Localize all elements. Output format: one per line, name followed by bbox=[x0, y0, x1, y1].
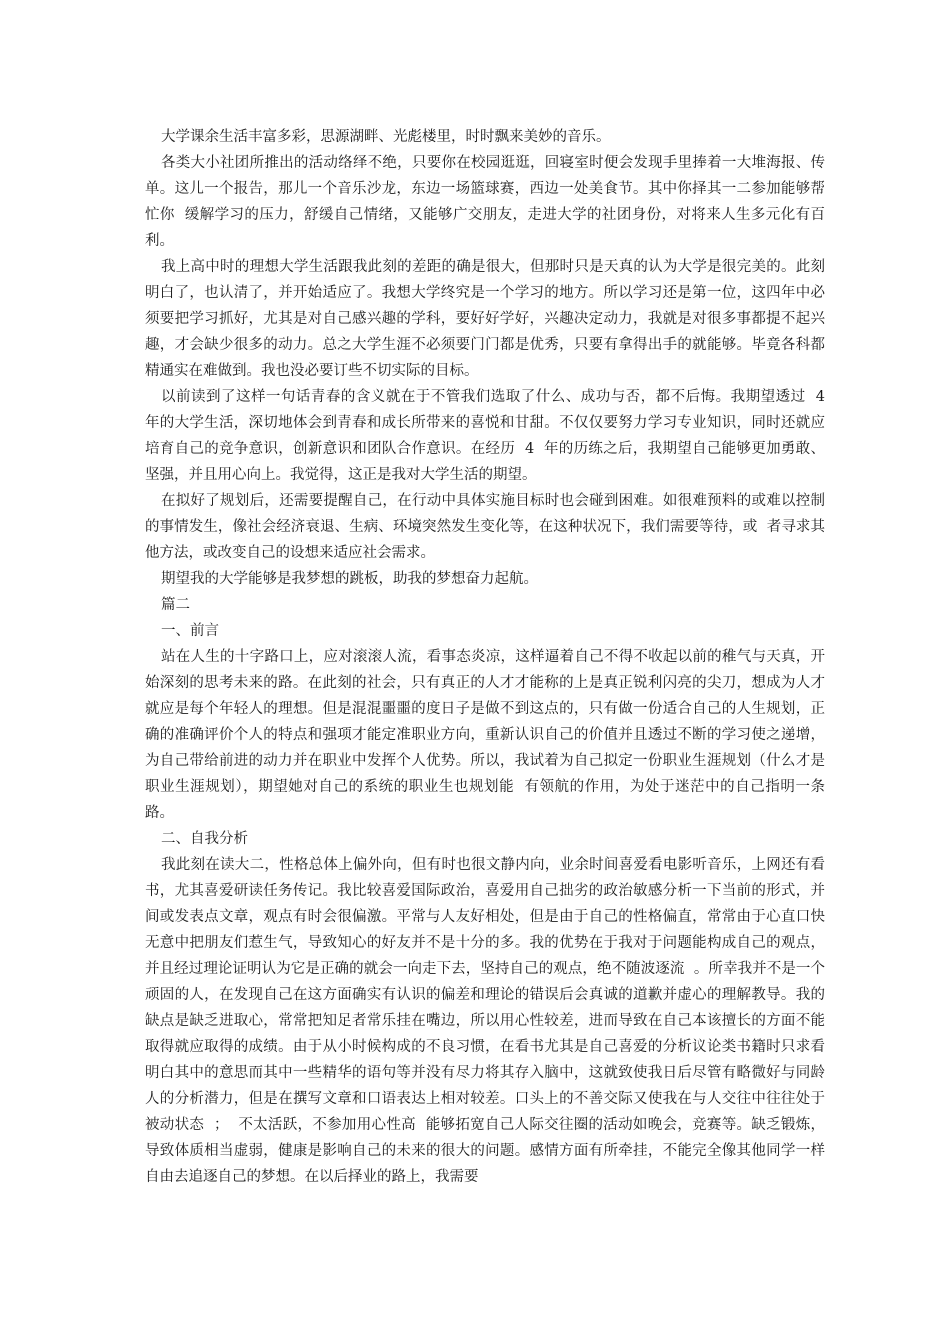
section-heading-self-analysis: 二、自我分析 bbox=[161, 831, 248, 847]
section-heading-preface: 一、前言 bbox=[161, 623, 219, 639]
paragraph-1: 大学课余生活丰富多彩，思源湖畔、光彪楼里，时时飘来美妙的音乐。 bbox=[161, 129, 611, 145]
paragraph-5: 在拟好了规划后，还需要提醒自己，在行动中具体实施目标时也会碰到困难。如很难预料的或难以控制的事情发生，像社会经济衰退、生病、环境突然发生变化等，在这种状况下，我们需要等待，或 者寻求其他方法，或改变自己的设想来适应社会需求。 bbox=[145, 493, 825, 561]
paragraph-self-analysis: 我此刻在读大二，性格总体上偏外向，但有时也很文静内向，业余时间喜爱看电影听音乐，上网还有看书，尤其喜爱研读任务传记。我比较喜爱国际政治，喜爱用自己拙劣的政治敏感分析一下当前的形式，并间或发表点文章，观点有时会很偏激。平常与人友好相处，但是由于自己的性格偏直，常常由于心直口快无意中把朋友们惹生气，导致知心的好友并不是十分的多。我的优势在于我对于问题能构成自己的观点，并且经过理论证明认为它是正确的就会一向走下去，坚持自己的观点，绝不随波逐流 。所幸我并不是一个顽固的人，在发现自己在这方面确实有认识的偏差和理论的错误后会真诚的道歉并虚心的理解教导。我的缺点是缺乏进取心，常常把知足者常乐挂在嘴边，所以用心性较差，进而导致在自己本该擅长的方面不能取得就应取得的成绩。由于从小时候构成的不良习惯，在看书尤其是自己喜爱的分析议论类书籍时只求看明白其中的意思而其中一些精华的语句等并没有尽力将其存入脑中，这就致使我日后尽管有略微好与同龄人的分析潜力，但是在撰写文章和口语表达上相对较差。口头上的不善交际又使我在与人交往中往往处于被动状态 ； 不太活跃，不参加用心性高 能够拓宽自己人际交往圈的活动如晚会，竞赛等。缺乏锻炼，导致体质相当虚弱，健康是影响自己的未来的很大的问题。感情方面有所牵挂，不能完全像其他同学一样自由去追逐自己的梦想。在以后择业的路上，我需要 bbox=[145, 857, 825, 1185]
paragraph-3: 我上高中时的理想大学生活跟我此刻的差距的确是很大，但那时只是天真的认为大学是很完美的。此刻明白了，也认清了，并开始适应了。我想大学终究是一个学习的地方。所以学习还是第一位，这四年中必须要把学习抓好，尤其是对自己感兴趣的学科，要好好学好，兴趣决定动力，我就是对很多事都提不起兴趣，才会缺少很多的动力。总之大学生涯不必须要门门都是优秀，只要有拿得出手的就能够。毕竟各科都精通实在难做到。我也没必要订些不切实际的目标。 bbox=[145, 259, 825, 379]
paragraph-4: 以前读到了这样一句话青春的含义就在于不管我们选取了什么、成功与否，都不后悔。我期望透过 4 年的大学生活，深切地体会到青春和成长所带来的喜悦和甘甜。不仅仅要努力学习专业知识，同时还就应培育自己的竞争意识，创新意识和团队合作意识。在经历 4 年的历练之后，我期望自己能够更加勇敢、坚强，并且用心向上。我觉得，这正是我对大学生活的期望。 bbox=[145, 389, 835, 483]
document-body bbox=[145, 124, 835, 1190]
paragraph-6: 期望我的大学能够是我梦想的跳板，助我的梦想奋力起航。 bbox=[161, 571, 538, 587]
paragraph-2: 各类大小社团所推出的活动络绎不绝，只要你在校园逛逛，回寝室时便会发现手里捧着一大堆海报、传单。这儿一个报告，那儿一个音乐沙龙，东边一场篮球赛，西边一处美食节。其中你择其一二参加能够帮忙你 缓解学习的压力，舒缓自己情绪，又能够广交朋友，走进大学的社团身份，对将来人生多元化有百利。 bbox=[145, 155, 825, 249]
section-title-part-two: 篇二 bbox=[161, 597, 190, 613]
paragraph-preface: 站在人生的十字路口上，应对滚滚人流，看事态炎凉，这样逼着自己不得不收起以前的稚气与天真，开始深刻的思考未来的路。在此刻的社会，只有真正的人才才能称的上是真正锐利闪亮的尖刀，想成为人才就应是每个年轻人的理想。但是混混噩噩的度日子是做不到这点的，只有做一份适合自己的人生规划，正确的准确评价个人的特点和强项才能定准职业方向，重新认识自己的价值并且透过不断的学习使之递增，为自己带给前进的动力并在职业中发挥个人优势。所以，我试着为自己拟定一份职业生涯规划（什么才是职业生涯规划），期望她对自己的系统的职业生也规划能 有领航的作用，为处于迷茫中的自己指明一条路。 bbox=[145, 649, 825, 821]
